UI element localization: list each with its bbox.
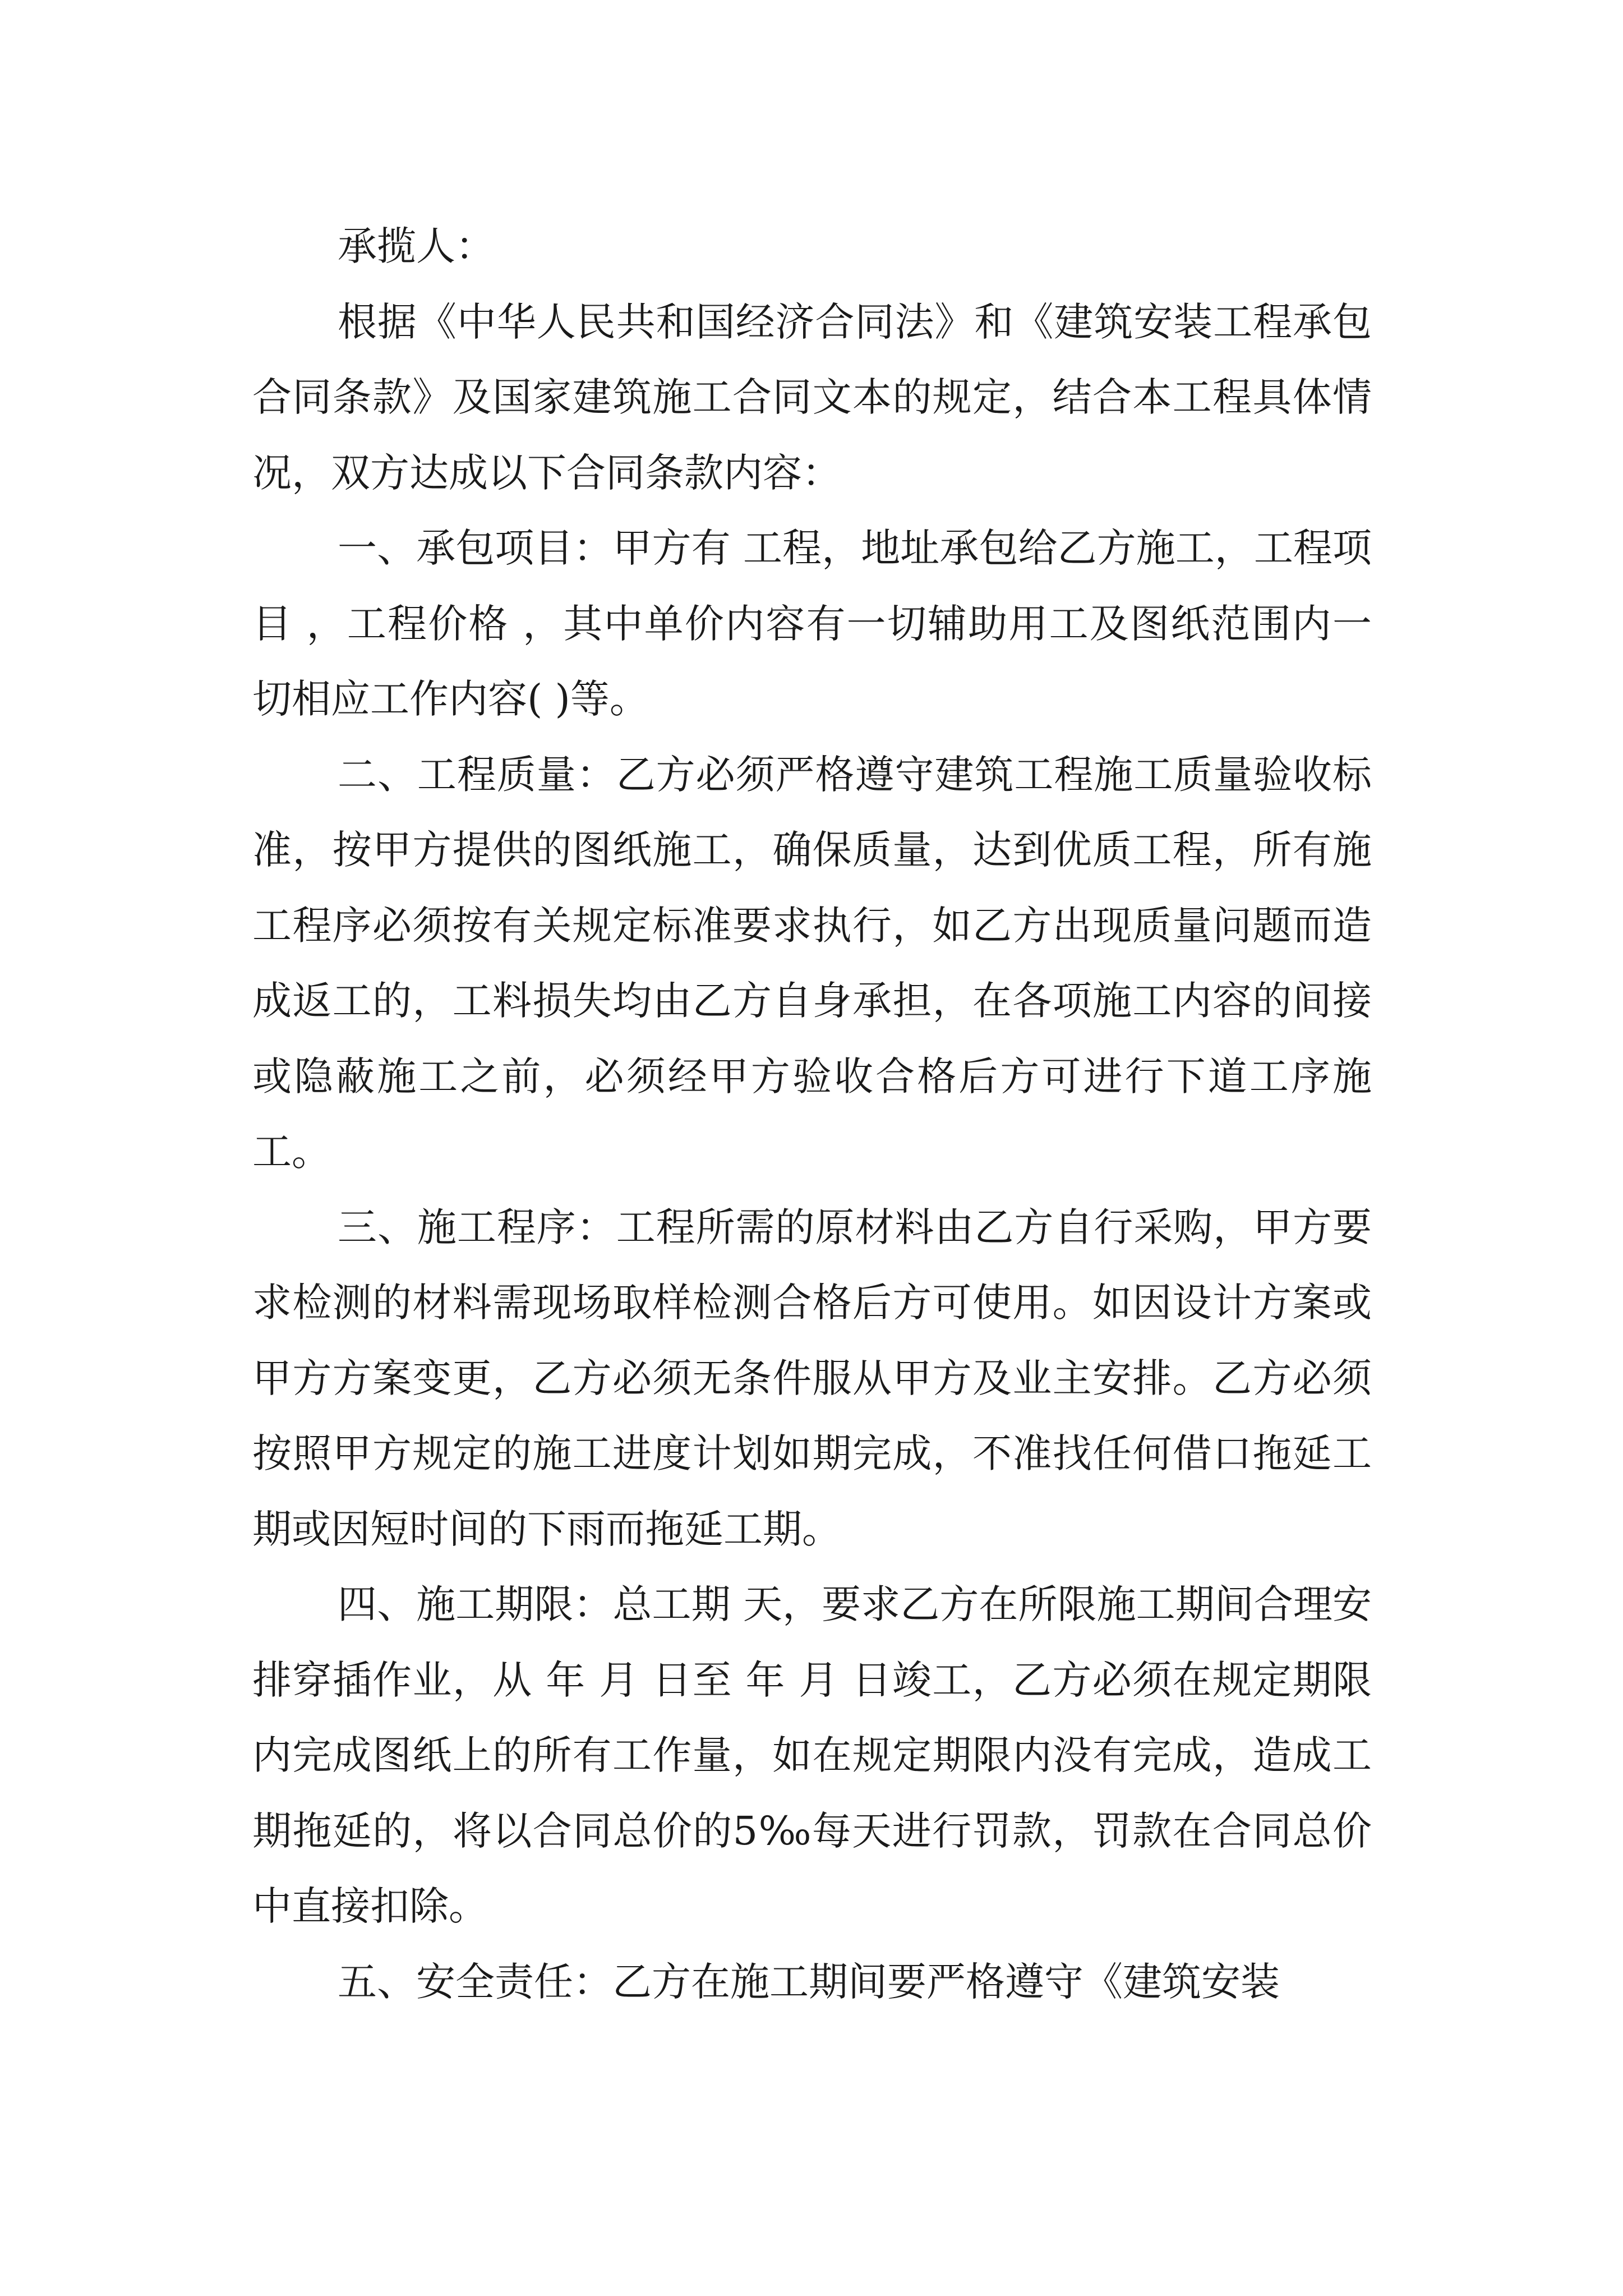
contractor-label: 承揽人： [338, 223, 495, 269]
preamble-paragraph: 根据《中华人民共和国经济合同法》和《建筑安装工程承包合同条款》及国家建筑施工合同文本的规定，结合本工程具体情况，双方达成以下合同条款内容： [252, 298, 1372, 496]
clause-5-safety: 五、安全责任：乙方在施工期间要严格遵守《建筑安装 [338, 1958, 1280, 2005]
document-body [252, 209, 1372, 2019]
clause-2-quality: 二、工程质量：乙方必须严格遵守建筑工程施工质量验收标准，按甲方提供的图纸施工，确保质量，达到优质工程，所有施工程序必须按有关规定标准要求执行，如乙方出现质量问题而造成返工的，工料损失均由乙方自身承担，在各项施工内容的间接或隐蔽施工之前，必须经甲方验收合格后方可进行下道工序施工。 [252, 751, 1372, 1175]
clause-3-procedure: 三、施工程序：工程所需的原材料由乙方自行采购，甲方要求检测的材料需现场取样检测合格后方可使用。如因设计方案或甲方方案变更，乙方必须无条件服从甲方及业主安排。乙方必须按照甲方规定的施工进度计划如期完成，不准找任何借口拖延工期或因短时间的下雨而拖延工期。 [252, 1204, 1372, 1552]
clause-4-period: 四、施工期限：总工期 天，要求乙方在所限施工期间合理安排穿插作业，从 年 月 日至 年 月 日竣工，乙方必须在规定期限内完成图纸上的所有工作量，如在规定期限内没有完成，造成工期拖延的，将以合同总价的5‰每天进行罚款，罚款在合同总价中直接扣除。 [252, 1581, 1372, 1929]
clause-1-project: 一、承包项目：甲方有 工程，地址承包给乙方施工，工程项目 ，工程价格 ，其中单价内容有一切辅助用工及图纸范围内一切相应工作内容( )等。 [252, 525, 1372, 722]
